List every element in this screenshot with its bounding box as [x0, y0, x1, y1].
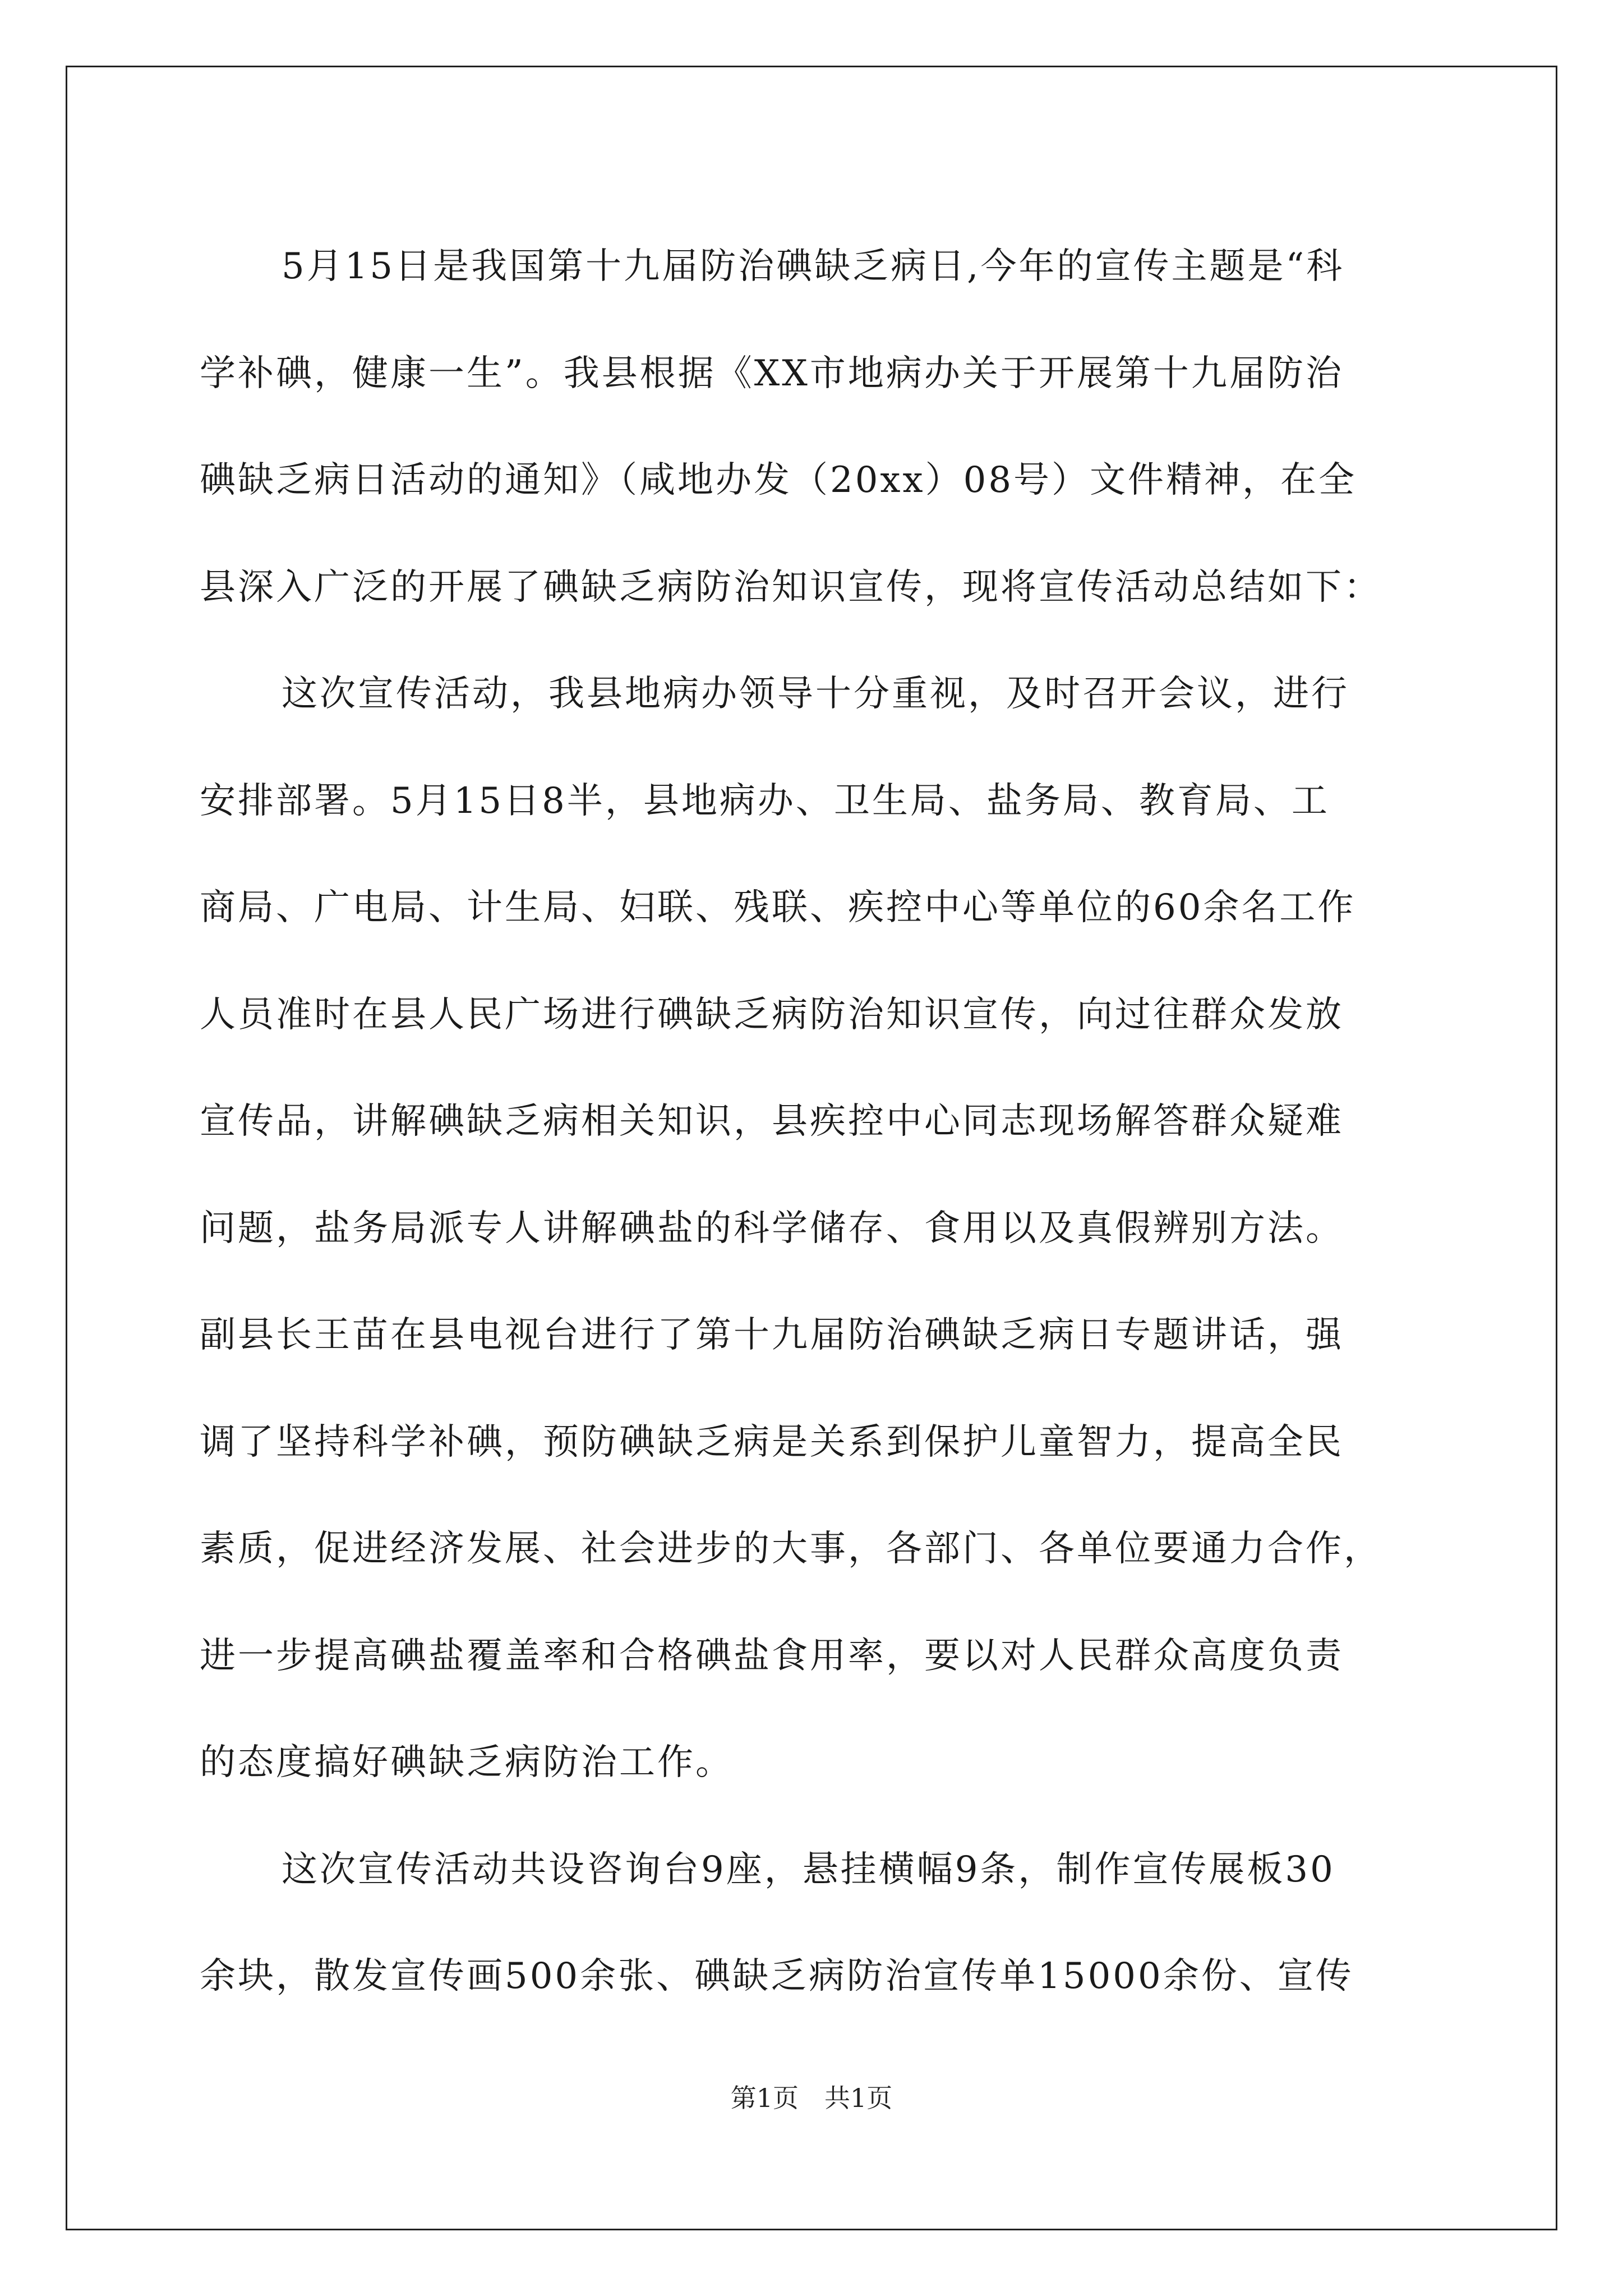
page-footer: 第1页 共1页	[730, 2083, 893, 2113]
document-body	[200, 213, 1433, 2030]
paragraph-3: 这次宣传活动共设咨询台9座，悬挂横幅9条，制作宣传展板30 余块，散发宣传画500余张、碘缺乏病防治宣传单15000余份、宣传	[200, 1848, 1354, 1997]
paragraph-2: 这次宣传活动，我县地病办领导十分重视，及时召开会议，进行 安排部署。5月15日8半，县地病办、卫生局、盐务局、教育局、工 商局、广电局、计生局、妇联、残联、疾控中心等单位的60余名工作 人员准时在县人民广场进行碘缺乏病防治知识宣传，向过往群众发放 宣传品，讲解碘缺乏病相关知识，县疾控中心同志现场解答群众疑难 问题，盐务局派专人讲解碘盐的科学储存、食用以及真假辨别方法。 副县长王苗在县电视台进行了第十九届防治碘缺乏病日专题讲话，强 调了坚持科学补碘，预防碘缺乏病是关系到保护儿童智力，提高全民 素质，促进经济发展、社会进步的大事，各部门、各单位要通力合作， 进一步提高碘盐覆盖率和合格碘盐食用率，要以对人民群众高度负责 的态度搞好碘缺乏病防治工作。	[200, 673, 1382, 1783]
paragraph-1: 5月15日是我国第十九届防治碘缺乏病日,今年的宣传主题是“科 学补碘，健康一生”。我县根据《XX市地病办关于开展第十九届防治 碘缺乏病日活动的通知》（咸地办发（20xx）08号）文件精神，在全 县深入广泛的开展了碘缺乏病防治知识宣传，现将宣传活动总结如下：	[200, 246, 1382, 608]
